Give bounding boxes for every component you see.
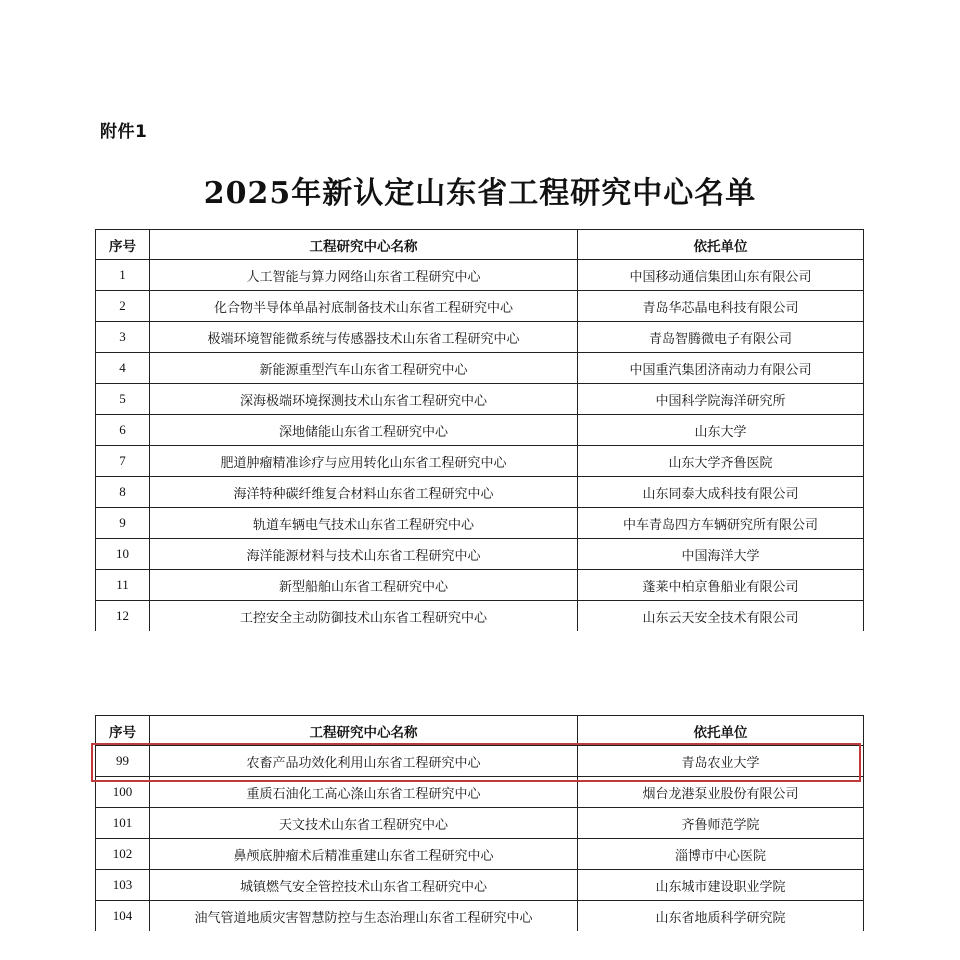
cell-center-name: 轨道车辆电气技术山东省工程研究中心 [150,508,578,539]
cell-center-name: 新型船舶山东省工程研究中心 [150,570,578,601]
cell-center-name: 人工智能与算力网络山东省工程研究中心 [150,260,578,291]
table-row [96,508,864,539]
cell-index: 103 [96,870,150,901]
header-index: 序号 [96,716,150,746]
cell-host-unit: 青岛智腾微电子有限公司 [578,322,864,353]
table-row [96,322,864,353]
cell-host-unit: 蓬莱中柏京鲁船业有限公司 [578,570,864,601]
table-row [96,839,864,870]
cell-center-name: 油气管道地质灾害智慧防控与生态治理山东省工程研究中心 [150,901,578,932]
cell-index: 2 [96,291,150,322]
cell-center-name: 城镇燃气安全管控技术山东省工程研究中心 [150,870,578,901]
cell-host-unit: 山东城市建设职业学院 [578,870,864,901]
table-row [96,353,864,384]
engineering-center-table-part1 [95,229,864,631]
cell-host-unit: 中国海洋大学 [578,539,864,570]
cell-center-name: 工控安全主动防御技术山东省工程研究中心 [150,601,578,632]
table-row [96,446,864,477]
cell-center-name: 深地储能山东省工程研究中心 [150,415,578,446]
cell-index: 1 [96,260,150,291]
page-title: 2025年新认定山东省工程研究中心名单 [203,176,757,211]
cell-index: 5 [96,384,150,415]
cell-index: 12 [96,601,150,632]
cell-index: 104 [96,901,150,932]
cell-host-unit: 中国重汽集团济南动力有限公司 [578,353,864,384]
cell-host-unit: 山东省地质科学研究院 [578,901,864,932]
cell-index: 9 [96,508,150,539]
cell-index: 11 [96,570,150,601]
cell-host-unit: 烟台龙港泵业股份有限公司 [578,777,864,808]
header-center-name: 工程研究中心名称 [150,716,578,746]
cell-center-name: 鼻颅底肿瘤术后精准重建山东省工程研究中心 [150,839,578,870]
cell-host-unit: 山东云天安全技术有限公司 [578,601,864,632]
cell-index: 100 [96,777,150,808]
table-row [96,291,864,322]
cell-host-unit: 中车青岛四方车辆研究所有限公司 [578,508,864,539]
cell-center-name: 肥道肿瘤精准诊疗与应用转化山东省工程研究中心 [150,446,578,477]
cell-index: 3 [96,322,150,353]
cell-index: 101 [96,808,150,839]
table-row [96,570,864,601]
cell-host-unit: 中国移动通信集团山东有限公司 [578,260,864,291]
table-row [96,415,864,446]
table-row [96,901,864,932]
cell-index: 4 [96,353,150,384]
cell-index: 99 [96,746,150,777]
table-row [96,777,864,808]
cell-host-unit: 淄博市中心医院 [578,839,864,870]
table-row [96,870,864,901]
cell-center-name: 化合物半导体单晶衬底制备技术山东省工程研究中心 [150,291,578,322]
attachment-label: 附件1 [100,122,148,142]
cell-host-unit: 青岛农业大学 [578,746,864,777]
cell-center-name: 新能源重型汽车山东省工程研究中心 [150,353,578,384]
cell-center-name: 天文技术山东省工程研究中心 [150,808,578,839]
table-row [96,601,864,632]
cell-center-name: 海洋特种碳纤维复合材料山东省工程研究中心 [150,477,578,508]
cell-index: 8 [96,477,150,508]
engineering-center-table-part2 [95,715,864,931]
cell-center-name: 海洋能源材料与技术山东省工程研究中心 [150,539,578,570]
table-row [96,260,864,291]
cell-host-unit: 山东同泰大成科技有限公司 [578,477,864,508]
table-row [96,808,864,839]
header-index: 序号 [96,230,150,260]
table-header-row [96,230,864,260]
cell-index: 102 [96,839,150,870]
cell-center-name: 农畜产品功效化利用山东省工程研究中心 [150,746,578,777]
table-header-row [96,716,864,746]
cell-index: 10 [96,539,150,570]
table-row [96,539,864,570]
cell-host-unit: 齐鲁师范学院 [578,808,864,839]
cell-center-name: 重质石油化工高心涤山东省工程研究中心 [150,777,578,808]
cell-index: 6 [96,415,150,446]
cell-host-unit: 山东大学齐鲁医院 [578,446,864,477]
table-row [96,477,864,508]
table-row [96,746,864,777]
table-row [96,384,864,415]
header-center-name: 工程研究中心名称 [150,230,578,260]
cell-host-unit: 青岛华芯晶电科技有限公司 [578,291,864,322]
cell-host-unit: 中国科学院海洋研究所 [578,384,864,415]
header-host-unit: 依托单位 [578,716,864,746]
cell-index: 7 [96,446,150,477]
cell-center-name: 深海极端环境探测技术山东省工程研究中心 [150,384,578,415]
cell-center-name: 极端环境智能微系统与传感器技术山东省工程研究中心 [150,322,578,353]
cell-host-unit: 山东大学 [578,415,864,446]
header-host-unit: 依托单位 [578,230,864,260]
